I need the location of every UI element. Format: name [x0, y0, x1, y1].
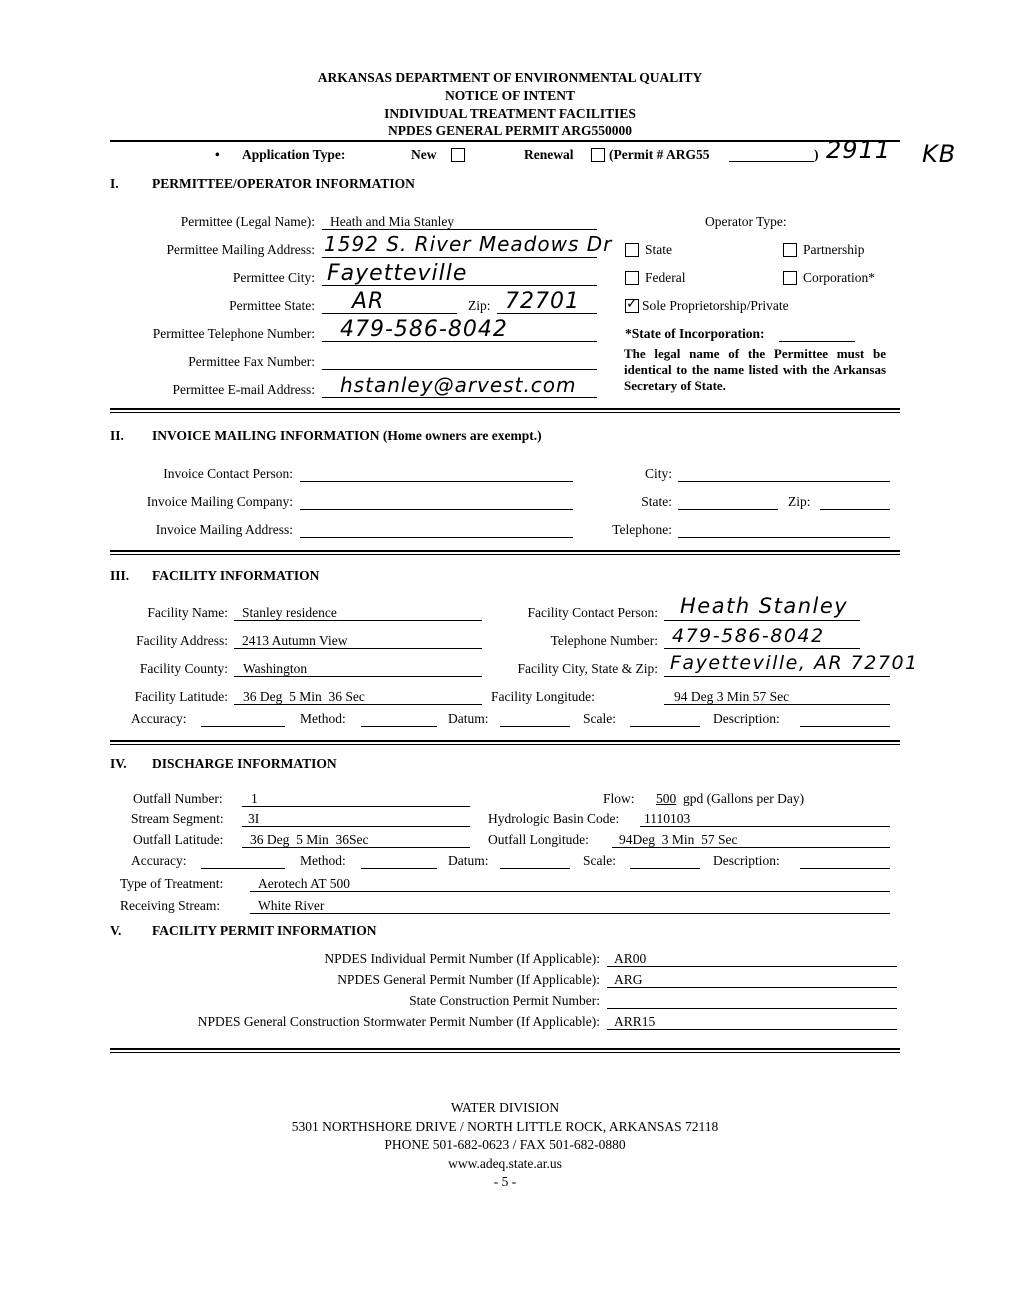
- section-2-number: II.: [110, 428, 124, 443]
- invoice-contact-label: Invoice Contact Person:: [163, 466, 293, 481]
- operator-corporation-label: Corporation*: [803, 270, 875, 285]
- section-2-rule: [110, 550, 900, 552]
- footer-website[interactable]: www.adeq.state.ar.us: [448, 1156, 562, 1171]
- permittee-email-label: Permittee E-mail Address:: [172, 382, 315, 397]
- facility-city-state-zip-label: Facility City, State & Zip:: [517, 661, 658, 676]
- permittee-telephone-label: Permittee Telephone Number:: [152, 326, 315, 341]
- facility-scale-label: Scale:: [583, 711, 616, 726]
- facility-address-value[interactable]: 2413 Autumn View: [242, 633, 348, 648]
- operator-partnership-checkbox[interactable]: [783, 243, 797, 257]
- facility-longitude-value[interactable]: 94 Deg 3 Min 57 Sec: [674, 689, 790, 704]
- facility-longitude-label: Facility Longitude:: [491, 689, 595, 704]
- hydrologic-basin-label: Hydrologic Basin Code:: [488, 811, 620, 826]
- outfall-latitude-label: Outfall Latitude:: [133, 832, 224, 847]
- facility-datum-label: Datum:: [448, 711, 489, 726]
- section-5-rule-2: [110, 1052, 900, 1053]
- invoice-city-line[interactable]: [678, 481, 890, 482]
- invoice-zip-label: Zip:: [788, 494, 811, 509]
- permittee-email-value[interactable]: hstanley@arvest.com: [340, 373, 577, 397]
- stormwater-permit-value[interactable]: ARR15: [614, 1014, 656, 1029]
- outfall-description-line[interactable]: [800, 868, 890, 869]
- permittee-state-value[interactable]: AR: [352, 289, 385, 314]
- npdes-individual-label: NPDES Individual Permit Number (If Applicable):: [324, 951, 600, 966]
- facility-accuracy-label: Accuracy:: [131, 711, 187, 726]
- invoice-address-label: Invoice Mailing Address:: [155, 522, 293, 537]
- section-1-rule-2: [110, 412, 900, 413]
- reviewer-initials: KB: [922, 140, 957, 168]
- facility-datum-line[interactable]: [500, 726, 570, 727]
- state-of-incorporation-label: *State of Incorporation:: [625, 326, 765, 341]
- facility-county-label: Facility County:: [139, 661, 228, 676]
- operator-state-label: State: [645, 242, 672, 257]
- facility-contact-line: [664, 620, 860, 621]
- treatment-type-value[interactable]: Aerotech AT 500: [258, 876, 350, 891]
- operator-sole-proprietorship-checkbox[interactable]: [625, 296, 639, 313]
- outfall-longitude-value[interactable]: 94Deg 3 Min 57 Sec: [619, 832, 738, 847]
- facility-contact-label: Facility Contact Person:: [527, 605, 658, 620]
- npdes-individual-line: [607, 966, 897, 967]
- invoice-contact-line[interactable]: [300, 481, 573, 482]
- facility-telephone-label: Telephone Number:: [550, 633, 658, 648]
- invoice-state-label: State:: [641, 494, 672, 509]
- state-of-incorporation-line[interactable]: [779, 341, 855, 342]
- state-construction-line: [607, 1008, 897, 1009]
- receiving-stream-value[interactable]: White River: [258, 898, 325, 913]
- footer-phone: PHONE 501-682-0623 / FAX 501-682-0880: [384, 1137, 626, 1152]
- permittee-email-line: [322, 397, 597, 398]
- permit-close: ): [814, 147, 819, 162]
- new-label: New: [411, 147, 437, 162]
- permit-number-handwritten: 2911: [826, 136, 892, 164]
- permittee-zip-label: Zip:: [468, 298, 491, 313]
- operator-state-checkbox[interactable]: [625, 243, 639, 257]
- operator-federal-label: Federal: [645, 270, 686, 285]
- facility-scale-line[interactable]: [630, 726, 700, 727]
- invoice-zip-line[interactable]: [820, 509, 890, 510]
- permittee-mailing-address-value[interactable]: 1592 S. River Meadows Dr: [324, 232, 613, 256]
- outfall-method-label: Method:: [300, 853, 346, 868]
- section-1-number: I.: [110, 176, 119, 191]
- invoice-telephone-line[interactable]: [678, 537, 890, 538]
- facility-contact-value[interactable]: Heath Stanley: [680, 594, 849, 618]
- invoice-address-line[interactable]: [300, 537, 573, 538]
- section-1-title: PERMITTEE/OPERATOR INFORMATION: [152, 176, 415, 191]
- facility-city-state-zip-value[interactable]: Fayetteville, AR 72701: [670, 652, 919, 674]
- operator-federal-checkbox[interactable]: [625, 271, 639, 285]
- npdes-general-value[interactable]: ARG: [614, 972, 643, 987]
- facility-address-label: Facility Address:: [136, 633, 228, 648]
- outfall-accuracy-line[interactable]: [201, 868, 285, 869]
- bullet: •: [215, 147, 220, 162]
- section-3-rule: [110, 740, 900, 742]
- footer-division: WATER DIVISION: [450, 1100, 560, 1115]
- legal-name-note: The legal name of the Permittee must be identical to the name listed with the Arkansas Secretary of State.: [624, 346, 886, 393]
- facility-method-label: Method:: [300, 711, 346, 726]
- section-3-number: III.: [110, 568, 130, 583]
- npdes-individual-value[interactable]: AR00: [614, 951, 647, 966]
- section-4-title: DISCHARGE INFORMATION: [152, 756, 337, 771]
- header-notice: NOTICE OF INTENT: [444, 88, 576, 103]
- facility-county-value[interactable]: Washington: [243, 661, 308, 676]
- outfall-scale-label: Scale:: [583, 853, 616, 868]
- outfall-number-line: [242, 806, 470, 807]
- stream-segment-value[interactable]: 3I: [248, 811, 260, 826]
- facility-latitude-value[interactable]: 36 Deg 5 Min 36 Sec: [243, 689, 365, 704]
- permittee-legal-name-value[interactable]: Heath and Mia Stanley: [330, 214, 455, 229]
- section-5-rule: [110, 1048, 900, 1050]
- outfall-datum-label: Datum:: [448, 853, 489, 868]
- facility-telephone-value[interactable]: 479-586-8042: [672, 625, 825, 647]
- facility-method-line[interactable]: [361, 726, 437, 727]
- permittee-city-label: Permittee City:: [232, 270, 315, 285]
- footer-page-number: - 5 -: [493, 1174, 517, 1189]
- operator-sole-proprietorship-label: Sole Proprietorship/Private: [642, 298, 789, 313]
- permittee-zip-value[interactable]: 72701: [505, 289, 580, 314]
- section-2-title: INVOICE MAILING INFORMATION (Home owners are exempt.): [152, 428, 542, 443]
- renewal-label: Renewal: [524, 147, 574, 162]
- outfall-latitude-value[interactable]: 36 Deg 5 Min 36Sec: [250, 832, 369, 847]
- npdes-general-line: [607, 987, 897, 988]
- section-5-title: FACILITY PERMIT INFORMATION: [152, 923, 377, 938]
- application-type-label: Application Type:: [242, 147, 346, 162]
- invoice-company-label: Invoice Mailing Company:: [146, 494, 293, 509]
- section-3-rule-2: [110, 744, 900, 745]
- header-facilities: INDIVIDUAL TREATMENT FACILITIES: [384, 106, 636, 121]
- permit-number-line: [729, 161, 814, 162]
- operator-type-label: Operator Type:: [705, 214, 787, 229]
- section-1-rule: [110, 408, 900, 410]
- invoice-company-line[interactable]: [300, 509, 573, 510]
- header-agency: ARKANSAS DEPARTMENT OF ENVIRONMENTAL QUALITY: [317, 70, 703, 85]
- renewal-checkbox[interactable]: [591, 148, 605, 162]
- outfall-number-label: Outfall Number:: [133, 791, 223, 806]
- invoice-city-label: City:: [644, 466, 672, 481]
- header-permit: NPDES GENERAL PERMIT ARG550000: [388, 123, 632, 138]
- outfall-longitude-label: Outfall Longitude:: [488, 832, 589, 847]
- facility-city-state-zip-line: [664, 676, 890, 677]
- outfall-accuracy-label: Accuracy:: [131, 853, 187, 868]
- flow-label: Flow:: [603, 791, 635, 806]
- permittee-telephone-value[interactable]: 479-586-8042: [340, 317, 508, 342]
- permittee-mailing-address-label: Permittee Mailing Address:: [166, 242, 315, 257]
- treatment-type-label: Type of Treatment:: [120, 876, 224, 891]
- permittee-city-value[interactable]: Fayetteville: [327, 261, 468, 286]
- stream-segment-label: Stream Segment:: [131, 811, 224, 826]
- permittee-state-label: Permittee State:: [229, 298, 315, 313]
- receiving-stream-line: [250, 913, 890, 914]
- header-rule: [110, 140, 900, 142]
- permittee-legal-name-label: Permittee (Legal Name):: [180, 214, 315, 229]
- operator-corporation-checkbox[interactable]: [783, 271, 797, 285]
- npdes-general-label: NPDES General Permit Number (If Applicable):: [337, 972, 600, 987]
- invoice-telephone-label: Telephone:: [612, 522, 672, 537]
- facility-accuracy-line[interactable]: [201, 726, 285, 727]
- flow-value[interactable]: 500: [656, 791, 677, 806]
- facility-description-label: Description:: [713, 711, 780, 726]
- section-4-number: IV.: [110, 756, 127, 771]
- permittee-mailing-address-line: [322, 257, 597, 258]
- invoice-state-line[interactable]: [678, 509, 778, 510]
- facility-latitude-label: Facility Latitude:: [134, 689, 228, 704]
- outfall-method-line[interactable]: [361, 868, 437, 869]
- receiving-stream-label: Receiving Stream:: [120, 898, 221, 913]
- section-2-rule-2: [110, 554, 900, 555]
- new-checkbox[interactable]: [451, 148, 465, 162]
- outfall-datum-line[interactable]: [500, 868, 570, 869]
- facility-name-label: Facility Name:: [147, 605, 228, 620]
- check-mark-icon: ✓: [626, 296, 638, 312]
- facility-telephone-line: [664, 648, 860, 649]
- permit-number-label: (Permit # ARG55: [609, 147, 710, 162]
- facility-name-value[interactable]: Stanley residence: [242, 605, 337, 620]
- facility-description-line[interactable]: [800, 726, 890, 727]
- outfall-description-label: Description:: [713, 853, 780, 868]
- flow-unit: gpd (Gallons per Day): [683, 791, 805, 806]
- outfall-scale-line[interactable]: [630, 868, 700, 869]
- permittee-state-line: [322, 313, 457, 314]
- section-3-title: FACILITY INFORMATION: [152, 568, 320, 583]
- permittee-fax-label: Permittee Fax Number:: [188, 354, 315, 369]
- section-5-number: V.: [110, 923, 122, 938]
- stormwater-permit-label: NPDES General Construction Stormwater Permit Number (If Applicable):: [197, 1014, 600, 1029]
- stream-segment-line: [242, 826, 470, 827]
- footer-address: 5301 NORTHSHORE DRIVE / NORTH LITTLE ROCK, ARKANSAS 72118: [291, 1119, 719, 1134]
- operator-partnership-label: Partnership: [803, 242, 865, 257]
- state-construction-label: State Construction Permit Number:: [409, 993, 600, 1008]
- outfall-number-value[interactable]: 1: [251, 791, 258, 806]
- permittee-fax-line: [322, 369, 597, 370]
- hydrologic-basin-value[interactable]: 1110103: [644, 811, 691, 826]
